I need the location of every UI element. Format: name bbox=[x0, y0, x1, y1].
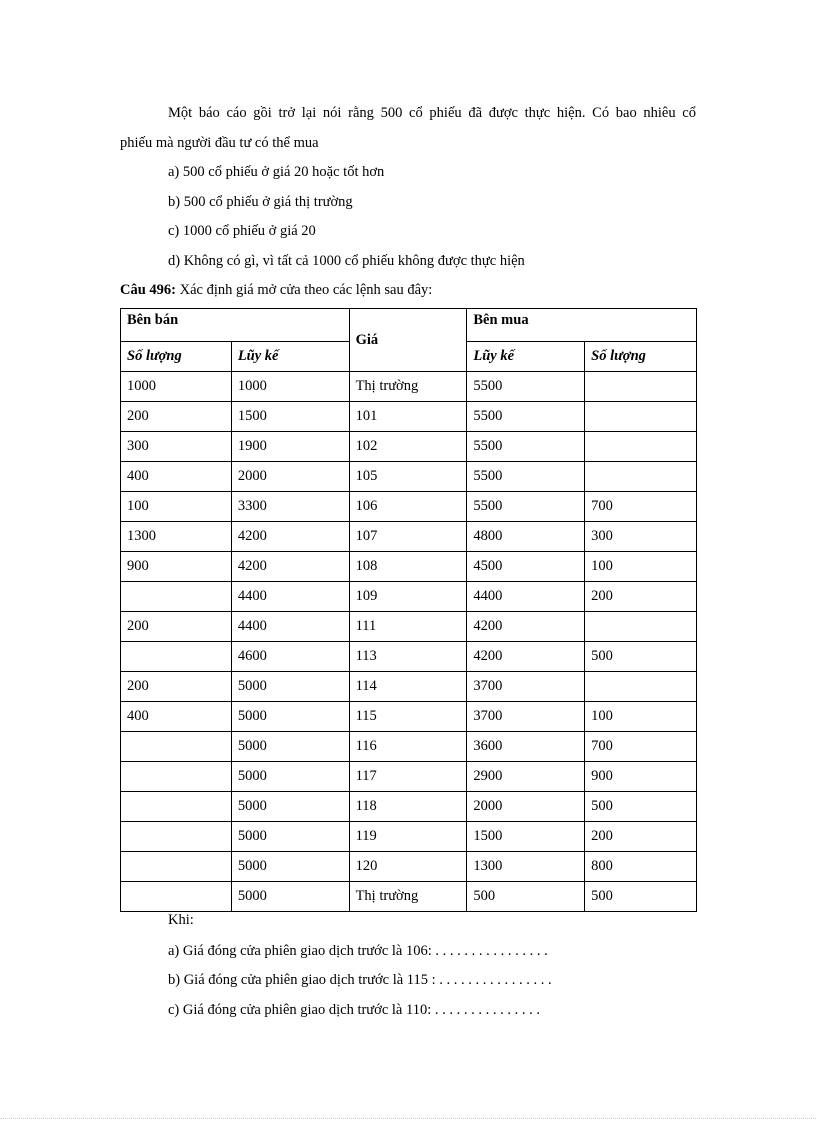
table-row bbox=[121, 402, 697, 432]
buyer-qty-cell bbox=[585, 612, 697, 642]
page-bottom-border bbox=[0, 1118, 816, 1119]
answer-a: a) Giá đóng cửa phiên giao dịch trước là 106: . . . . . . . . . . . . . . . . bbox=[168, 943, 548, 959]
table-row bbox=[121, 432, 697, 462]
buyer-cum-cell: 500 bbox=[467, 882, 585, 912]
buyer-cum-cell: 2900 bbox=[467, 762, 585, 792]
table-row bbox=[121, 642, 697, 672]
option-c: c) 1000 cổ phiếu ở giá 20 bbox=[168, 223, 316, 239]
buyer-cum-cell: 3700 bbox=[467, 702, 585, 732]
table-row bbox=[121, 582, 697, 612]
table-row bbox=[121, 762, 697, 792]
question-label: Câu 496: bbox=[120, 282, 176, 298]
buyer-header: Bên mua bbox=[467, 309, 697, 342]
seller-qty-cell bbox=[121, 582, 232, 612]
buyer-cum-cell: 4800 bbox=[467, 522, 585, 552]
price-header: Giá bbox=[349, 309, 467, 372]
price-cell: 119 bbox=[349, 822, 467, 852]
table-row bbox=[121, 822, 697, 852]
price-cell: 107 bbox=[349, 522, 467, 552]
seller-qty-cell bbox=[121, 822, 232, 852]
table-row bbox=[121, 672, 697, 702]
seller-qty-cell: 300 bbox=[121, 432, 232, 462]
buyer-qty-cell: 900 bbox=[585, 762, 697, 792]
seller-cum-cell: 3300 bbox=[231, 492, 349, 522]
buyer-qty-cell bbox=[585, 372, 697, 402]
buyer-qty-cell bbox=[585, 672, 697, 702]
buyer-cum-cell: 5500 bbox=[467, 492, 585, 522]
seller-cum-cell: 5000 bbox=[231, 702, 349, 732]
price-cell: 106 bbox=[349, 492, 467, 522]
price-cell: 115 bbox=[349, 702, 467, 732]
buyer-qty-cell: 700 bbox=[585, 492, 697, 522]
seller-qty-cell bbox=[121, 792, 232, 822]
table-row bbox=[121, 552, 697, 582]
buyer-qty-cell: 100 bbox=[585, 552, 697, 582]
table-row bbox=[121, 612, 697, 642]
seller-qty-cell: 900 bbox=[121, 552, 232, 582]
intro-line-1: Một báo cáo gồi trở lại nói rằng 500 cổ phiếu đã được thực hiện. Có bao nhiêu cổ bbox=[168, 105, 696, 121]
seller-cum-cell: 5000 bbox=[231, 822, 349, 852]
table-header-row bbox=[121, 309, 697, 342]
seller-cum-cell: 1900 bbox=[231, 432, 349, 462]
table-row bbox=[121, 792, 697, 822]
seller-qty-cell: 200 bbox=[121, 612, 232, 642]
buyer-qty-cell: 200 bbox=[585, 822, 697, 852]
buyer-cum-cell: 5500 bbox=[467, 432, 585, 462]
price-cell: Thị trường bbox=[349, 372, 467, 402]
buyer-cum-cell: 3600 bbox=[467, 732, 585, 762]
seller-qty-cell: 1000 bbox=[121, 372, 232, 402]
when-label: Khi: bbox=[168, 912, 194, 928]
seller-cum-cell: 5000 bbox=[231, 882, 349, 912]
price-cell: 114 bbox=[349, 672, 467, 702]
table-row bbox=[121, 522, 697, 552]
price-cell: 105 bbox=[349, 462, 467, 492]
buyer-qty-cell: 300 bbox=[585, 522, 697, 552]
intro-line-2: phiếu mà người đầu tư có thể mua bbox=[120, 135, 319, 151]
buyer-cum-cell: 5500 bbox=[467, 462, 585, 492]
buyer-cum-cell: 4500 bbox=[467, 552, 585, 582]
buyer-qty-cell: 500 bbox=[585, 792, 697, 822]
seller-qty-cell bbox=[121, 732, 232, 762]
table-row bbox=[121, 492, 697, 522]
seller-cum-cell: 4200 bbox=[231, 522, 349, 552]
seller-cum-cell: 1500 bbox=[231, 402, 349, 432]
table-row bbox=[121, 852, 697, 882]
seller-qty-header: Số lượng bbox=[121, 342, 232, 372]
seller-qty-cell: 100 bbox=[121, 492, 232, 522]
answer-c: c) Giá đóng cửa phiên giao dịch trước là 110: . . . . . . . . . . . . . . . bbox=[168, 1002, 540, 1018]
price-cell: 101 bbox=[349, 402, 467, 432]
buyer-cum-cell: 1500 bbox=[467, 822, 585, 852]
buyer-cum-cell: 5500 bbox=[467, 402, 585, 432]
seller-qty-cell: 200 bbox=[121, 672, 232, 702]
seller-cum-cell: 5000 bbox=[231, 762, 349, 792]
seller-qty-cell: 400 bbox=[121, 462, 232, 492]
price-cell: 108 bbox=[349, 552, 467, 582]
option-a: a) 500 cổ phiếu ở giá 20 hoặc tốt hơn bbox=[168, 164, 385, 180]
buyer-qty-cell bbox=[585, 462, 697, 492]
buyer-qty-cell: 100 bbox=[585, 702, 697, 732]
buyer-qty-cell bbox=[585, 432, 697, 462]
seller-cum-cell: 5000 bbox=[231, 732, 349, 762]
buyer-qty-cell: 500 bbox=[585, 882, 697, 912]
seller-cum-cell: 4200 bbox=[231, 552, 349, 582]
buyer-cum-cell: 3700 bbox=[467, 672, 585, 702]
price-cell: 117 bbox=[349, 762, 467, 792]
seller-cum-header: Lũy kế bbox=[231, 342, 349, 372]
table-row bbox=[121, 702, 697, 732]
price-cell: 102 bbox=[349, 432, 467, 462]
buyer-qty-cell: 200 bbox=[585, 582, 697, 612]
table-row bbox=[121, 732, 697, 762]
seller-qty-cell bbox=[121, 882, 232, 912]
option-b: b) 500 cổ phiếu ở giá thị trường bbox=[168, 194, 353, 210]
price-cell: 113 bbox=[349, 642, 467, 672]
price-cell: 116 bbox=[349, 732, 467, 762]
seller-cum-cell: 5000 bbox=[231, 792, 349, 822]
option-d: d) Không có gì, vì tất cả 1000 cổ phiếu không được thực hiện bbox=[168, 253, 525, 269]
buyer-qty-cell: 500 bbox=[585, 642, 697, 672]
table-row bbox=[121, 462, 697, 492]
seller-cum-cell: 4400 bbox=[231, 612, 349, 642]
buyer-qty-header: Số lượng bbox=[585, 342, 697, 372]
seller-qty-cell bbox=[121, 642, 232, 672]
seller-cum-cell: 5000 bbox=[231, 672, 349, 702]
buyer-qty-cell: 700 bbox=[585, 732, 697, 762]
question-text: Xác định giá mở cửa theo các lệnh sau đây: bbox=[176, 282, 433, 298]
buyer-cum-cell: 5500 bbox=[467, 372, 585, 402]
buyer-cum-cell: 2000 bbox=[467, 792, 585, 822]
buyer-cum-cell: 4200 bbox=[467, 642, 585, 672]
buyer-cum-cell: 4400 bbox=[467, 582, 585, 612]
seller-cum-cell: 2000 bbox=[231, 462, 349, 492]
price-cell: Thị trường bbox=[349, 882, 467, 912]
price-cell: 120 bbox=[349, 852, 467, 882]
buyer-qty-cell: 800 bbox=[585, 852, 697, 882]
seller-qty-cell: 200 bbox=[121, 402, 232, 432]
answer-b: b) Giá đóng cửa phiên giao dịch trước là 115 : . . . . . . . . . . . . . . . . bbox=[168, 972, 552, 988]
seller-cum-cell: 1000 bbox=[231, 372, 349, 402]
seller-qty-cell: 400 bbox=[121, 702, 232, 732]
seller-header: Bên bán bbox=[121, 309, 350, 342]
buyer-cum-header: Lũy kế bbox=[467, 342, 585, 372]
buyer-cum-cell: 4200 bbox=[467, 612, 585, 642]
price-cell: 118 bbox=[349, 792, 467, 822]
buyer-cum-cell: 1300 bbox=[467, 852, 585, 882]
table-row bbox=[121, 882, 697, 912]
seller-cum-cell: 4400 bbox=[231, 582, 349, 612]
seller-cum-cell: 4600 bbox=[231, 642, 349, 672]
price-cell: 111 bbox=[349, 612, 467, 642]
seller-qty-cell bbox=[121, 762, 232, 792]
seller-qty-cell: 1300 bbox=[121, 522, 232, 552]
question-heading bbox=[120, 281, 432, 299]
price-cell: 109 bbox=[349, 582, 467, 612]
seller-cum-cell: 5000 bbox=[231, 852, 349, 882]
seller-qty-cell bbox=[121, 852, 232, 882]
table-row bbox=[121, 372, 697, 402]
order-book-table bbox=[120, 308, 697, 912]
buyer-qty-cell bbox=[585, 402, 697, 432]
